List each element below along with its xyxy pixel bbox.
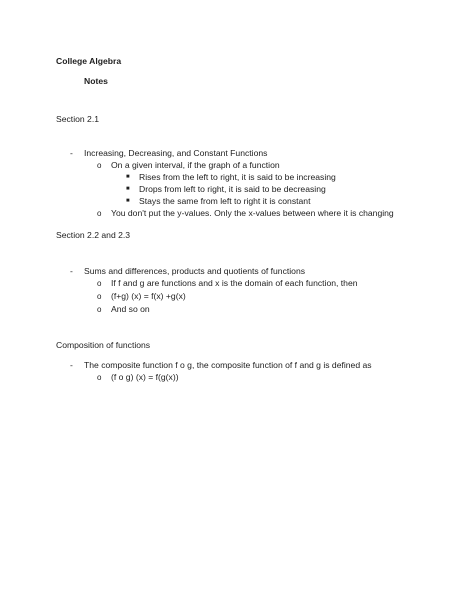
list-item-text: The composite function f o g, the composite function of f and g is defined as [84, 360, 372, 370]
square-bullet-icon: ■ [126, 198, 130, 204]
dash-marker: - [70, 360, 73, 370]
section-heading: Composition of functions [56, 340, 151, 350]
square-bullet-icon: ■ [126, 186, 130, 192]
list-item-text: And so on [111, 304, 150, 314]
list-item-text: If f and g are functions and x is the domain of each function, then [111, 278, 358, 288]
circle-bullet-icon: o [97, 161, 102, 170]
list-item-text: Increasing, Decreasing, and Constant Functions [84, 148, 268, 158]
list-item-text: Sums and differences, products and quotients of functions [84, 266, 306, 276]
list-item-text: On a given interval, if the graph of a function [111, 160, 280, 170]
dash-marker: - [70, 266, 73, 276]
doc-title: College Algebra [56, 56, 122, 66]
list-item-text: (f+g) (x) = f(x) +g(x) [111, 291, 186, 301]
square-bullet-icon: ■ [126, 174, 130, 180]
circle-bullet-icon: o [97, 209, 102, 218]
circle-bullet-icon: o [97, 292, 102, 301]
list-item-text: Drops from left to right, it is said to be decreasing [139, 184, 326, 194]
circle-bullet-icon: o [97, 305, 102, 314]
list-item-text: Rises from the left to right, it is said to be increasing [139, 172, 336, 182]
section-heading: Section 2.2 and 2.3 [56, 230, 131, 240]
list-item-text: Stays the same from left to right it is constant [139, 196, 311, 206]
dash-marker: - [70, 148, 73, 158]
list-item-text: You don't put the y-values. Only the x-values between where it is changing [111, 208, 394, 218]
circle-bullet-icon: o [97, 279, 102, 288]
doc-subtitle: Notes [84, 76, 108, 86]
circle-bullet-icon: o [97, 373, 102, 382]
section-heading: Section 2.1 [56, 114, 99, 124]
list-item-text: (f o g) (x) = f(g(x)) [111, 372, 179, 382]
